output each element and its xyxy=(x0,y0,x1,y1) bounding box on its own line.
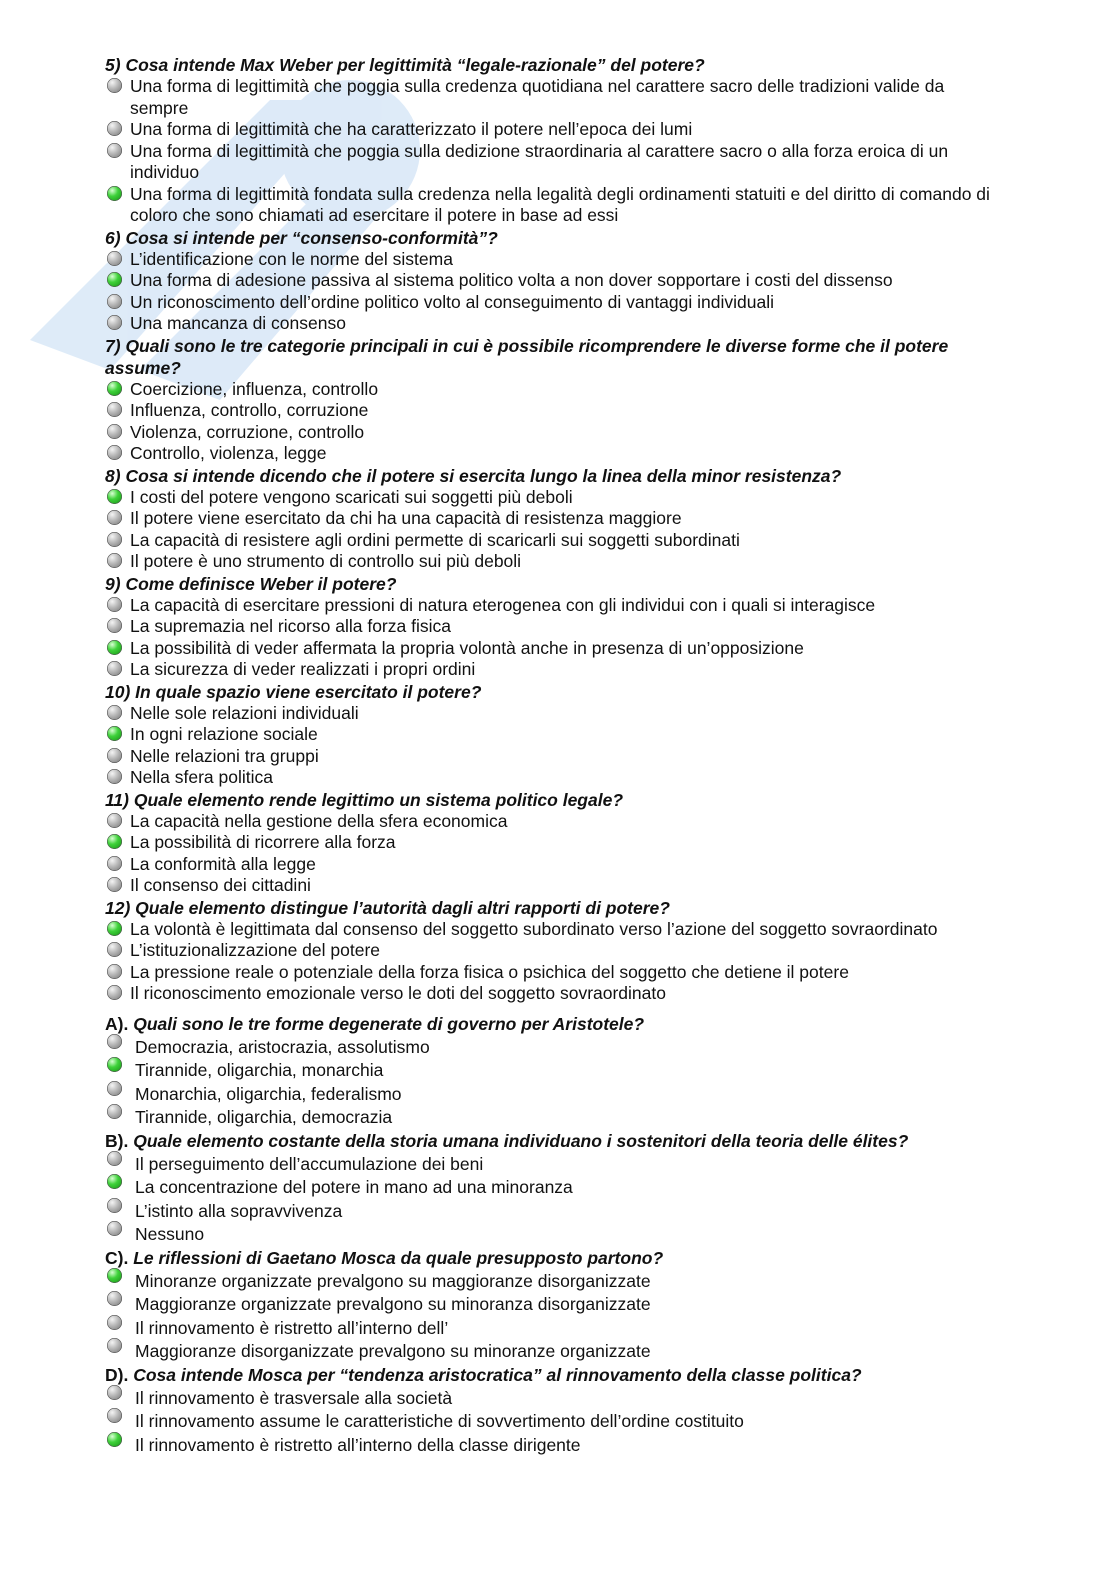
question-label: Le riflessioni di Gaetano Mosca da quale presupposto partono? xyxy=(133,1247,664,1268)
question-text xyxy=(105,335,1005,379)
green-radio-icon[interactable] xyxy=(107,489,122,504)
answer-option[interactable] xyxy=(105,530,1005,552)
answer-option[interactable] xyxy=(105,1200,1005,1223)
grey-radio-icon[interactable] xyxy=(107,251,122,266)
answer-text: L’identificazione con le norme del sistema xyxy=(130,248,453,269)
grey-radio-icon[interactable] xyxy=(107,532,122,547)
answer-text: Minoranze organizzate prevalgono su maggioranze disorganizzate xyxy=(135,1270,651,1291)
answer-option[interactable] xyxy=(105,400,1005,422)
question-label: Quali sono le tre forme degenerate di governo per Aristotele? xyxy=(133,1013,645,1034)
answer-option[interactable] xyxy=(105,1083,1005,1106)
answer-text: La pressione reale o potenziale della forza fisica o psichica del soggetto che detiene il potere xyxy=(130,961,849,982)
answer-text: Violenza, corruzione, controllo xyxy=(130,421,365,442)
answer-text: Tirannide, oligarchia, monarchia xyxy=(135,1060,384,1081)
answer-text: Tirannide, oligarchia, democrazia xyxy=(135,1107,393,1128)
answer-text: La capacità di esercitare pressioni di natura eterogenea con gli individui con i quali si interagisce xyxy=(130,594,876,615)
answer-option[interactable] xyxy=(105,1410,1005,1433)
answer-text: Una forma di legittimità che poggia sulla dedizione straordinaria al carattere sacro o alla forza eroica di un individuo xyxy=(130,140,949,182)
question-text xyxy=(105,227,1005,249)
grey-radio-icon[interactable] xyxy=(107,1291,122,1306)
answer-option[interactable] xyxy=(105,487,1005,509)
green-radio-icon[interactable] xyxy=(107,1268,122,1283)
answer-text: L’istituzionalizzazione del potere xyxy=(130,940,381,960)
answer-option[interactable] xyxy=(105,1434,1005,1457)
grey-radio-icon[interactable] xyxy=(107,985,122,1000)
answer-text: Coercizione, influenza, controllo xyxy=(130,378,379,399)
answer-text: Nelle relazioni tra gruppi xyxy=(130,745,319,766)
answer-option[interactable] xyxy=(105,767,1005,789)
answer-text: Il potere viene esercitato da chi ha una capacità di resistenza maggiore xyxy=(130,508,682,528)
answer-option[interactable] xyxy=(105,1059,1005,1082)
answer-text: L’istinto alla sopravvivenza xyxy=(135,1200,343,1221)
question-label: Quali sono le tre categorie principali in cui è possibile ricomprendere le diverse forme che il potere assume? xyxy=(105,335,949,378)
answer-option[interactable] xyxy=(105,551,1005,573)
answer-option[interactable] xyxy=(105,616,1005,638)
answer-option[interactable] xyxy=(105,919,1005,941)
quiz-page xyxy=(105,54,1005,1457)
answer-text: Una forma di legittimità che poggia sulla credenza quotidiana nel carattere sacro delle tradizioni valide da sempre xyxy=(130,76,945,118)
grey-radio-icon[interactable] xyxy=(107,1198,122,1213)
answer-text: La volontà è legittimata dal consenso del soggetto subordinato verso l’azione del soggetto sovraordinato xyxy=(130,918,938,939)
answer-option[interactable] xyxy=(105,1340,1005,1363)
grey-radio-icon[interactable] xyxy=(107,942,122,957)
grey-radio-icon[interactable] xyxy=(107,618,122,633)
answer-text: Una forma di legittimità che ha caratterizzato il potere nell’epoca dei lumi xyxy=(130,119,693,139)
grey-radio-icon[interactable] xyxy=(107,1385,122,1400)
grey-radio-icon[interactable] xyxy=(107,877,122,892)
answer-text: Nella sfera politica xyxy=(130,767,273,787)
answer-option[interactable] xyxy=(105,854,1005,876)
grey-radio-icon[interactable] xyxy=(107,705,122,720)
grey-radio-icon[interactable] xyxy=(107,553,122,568)
grey-radio-icon[interactable] xyxy=(107,445,122,460)
answer-option[interactable] xyxy=(105,443,1005,465)
question-text xyxy=(105,1013,1005,1036)
question-number: 8) xyxy=(105,465,121,486)
answer-option[interactable] xyxy=(105,1106,1005,1129)
answer-text: Un riconoscimento dell’ordine politico volto al conseguimento di vantaggi individuali xyxy=(130,291,774,312)
green-radio-icon[interactable] xyxy=(107,272,122,287)
question-number: C). xyxy=(105,1247,129,1268)
question-label: Quale elemento distingue l’autorità dagli altri rapporti di potere? xyxy=(135,897,670,918)
grey-radio-icon[interactable] xyxy=(107,813,122,828)
answer-text: Il rinnovamento assume le caratteristiche di sovvertimento dell’ordine costituito xyxy=(135,1411,744,1432)
answer-option[interactable] xyxy=(105,746,1005,768)
question-text xyxy=(105,1364,1005,1387)
grey-radio-icon[interactable] xyxy=(107,1034,122,1049)
answer-option[interactable] xyxy=(105,313,1005,335)
grey-radio-icon[interactable] xyxy=(107,424,122,439)
answer-option[interactable] xyxy=(105,1036,1005,1059)
grey-radio-icon[interactable] xyxy=(107,964,122,979)
question-label: Cosa intende Mosca per “tendenza aristocratica” al rinnovamento della classe politica? xyxy=(133,1364,862,1385)
answer-text: Democrazia, aristocrazia, assolutismo xyxy=(135,1036,430,1057)
grey-radio-icon[interactable] xyxy=(107,1338,122,1353)
answer-option[interactable] xyxy=(105,1317,1005,1340)
question-number: D). xyxy=(105,1364,129,1385)
answer-option[interactable] xyxy=(105,940,1005,962)
grey-radio-icon[interactable] xyxy=(107,510,122,525)
grey-radio-icon[interactable] xyxy=(107,661,122,676)
grey-radio-icon[interactable] xyxy=(107,769,122,784)
answer-option[interactable] xyxy=(105,249,1005,271)
answer-text: La possibilità di veder affermata la propria volontà anche in presenza di un’opposizione xyxy=(130,637,804,658)
green-radio-icon[interactable] xyxy=(107,1432,122,1447)
answer-text: Maggioranze disorganizzate prevalgono su minoranze organizzate xyxy=(135,1341,651,1362)
answer-text: Il perseguimento dell’accumulazione dei beni xyxy=(135,1153,484,1174)
grey-radio-icon[interactable] xyxy=(107,121,122,136)
answer-text: Il rinnovamento è trasversale alla società xyxy=(135,1388,453,1408)
answer-text: Una mancanza di consenso xyxy=(130,313,346,333)
answer-option[interactable] xyxy=(105,595,1005,617)
question-number: 10) xyxy=(105,681,131,702)
answer-text: Maggioranze organizzate prevalgono su minoranza disorganizzate xyxy=(135,1294,651,1315)
answer-text: Una forma di legittimità fondata sulla credenza nella legalità degli ordinamenti statuiti e del diritto di comando di coloro che sono chiamati ad esercitare il potere in base ad essi xyxy=(130,183,990,225)
question-label: Come definisce Weber il potere? xyxy=(125,573,397,594)
lettered-questions xyxy=(105,1013,1005,1458)
question-number: 9) xyxy=(105,573,121,594)
question-text xyxy=(105,1130,1005,1153)
numbered-questions xyxy=(105,54,1005,1005)
answer-option[interactable] xyxy=(105,379,1005,401)
answer-option[interactable] xyxy=(105,1270,1005,1293)
answer-text: Influenza, controllo, corruzione xyxy=(130,400,369,420)
question-text xyxy=(105,897,1005,919)
answer-option[interactable] xyxy=(105,1387,1005,1410)
grey-radio-icon[interactable] xyxy=(107,856,122,871)
answer-text: I costi del potere vengono scaricati sui soggetti più deboli xyxy=(130,486,573,507)
question-number: 12) xyxy=(105,897,131,918)
answer-text: La possibilità di ricorrere alla forza xyxy=(130,832,396,852)
grey-radio-icon[interactable] xyxy=(107,1081,122,1096)
question-text xyxy=(105,1247,1005,1270)
answer-text: La capacità nella gestione della sfera economica xyxy=(130,810,508,831)
answer-option[interactable] xyxy=(105,1293,1005,1316)
green-radio-icon[interactable] xyxy=(107,834,122,849)
answer-option[interactable] xyxy=(105,422,1005,444)
answer-text: Il rinnovamento è ristretto all’interno della classe dirigente xyxy=(135,1434,581,1455)
answer-text: Il consenso dei cittadini xyxy=(130,875,311,895)
answer-option[interactable] xyxy=(105,76,1005,119)
answer-text: Il potere è uno strumento di controllo sui più deboli xyxy=(130,551,522,571)
answer-text: Nelle sole relazioni individuali xyxy=(130,702,359,723)
question-number: 11) xyxy=(105,789,129,810)
answer-option[interactable] xyxy=(105,1176,1005,1199)
answer-option[interactable] xyxy=(105,875,1005,897)
answer-option[interactable] xyxy=(105,141,1005,184)
question-number: A). xyxy=(105,1013,129,1034)
green-radio-icon[interactable] xyxy=(107,640,122,655)
grey-radio-icon[interactable] xyxy=(107,1151,122,1166)
green-radio-icon[interactable] xyxy=(107,186,122,201)
answer-text: La conformità alla legge xyxy=(130,853,316,874)
answer-text: Monarchia, oligarchia, federalismo xyxy=(135,1083,402,1104)
answer-option[interactable] xyxy=(105,292,1005,314)
answer-option[interactable] xyxy=(105,1223,1005,1246)
answer-text: Il rinnovamento è ristretto all’interno dell’ xyxy=(135,1317,449,1338)
answer-text: La concentrazione del potere in mano ad una minoranza xyxy=(135,1177,573,1198)
question-number: 6) xyxy=(105,227,121,248)
green-radio-icon[interactable] xyxy=(107,1057,122,1072)
question-text xyxy=(105,465,1005,487)
answer-option[interactable] xyxy=(105,270,1005,292)
question-label: Quale elemento costante della storia umana individuano i sostenitori della teoria delle élites? xyxy=(133,1130,909,1151)
answer-text: Nessuno xyxy=(135,1224,205,1245)
grey-radio-icon[interactable] xyxy=(107,1221,122,1236)
question-text xyxy=(105,789,1005,811)
grey-radio-icon[interactable] xyxy=(107,315,122,330)
question-label: In quale spazio viene esercitato il potere? xyxy=(135,681,482,702)
question-number: 7) xyxy=(105,335,121,356)
grey-radio-icon[interactable] xyxy=(107,294,122,309)
answer-text: La capacità di resistere agli ordini permette di scaricarli sui soggetti subordinati xyxy=(130,529,740,550)
green-radio-icon[interactable] xyxy=(107,921,122,936)
grey-radio-icon[interactable] xyxy=(107,1104,122,1119)
grey-radio-icon[interactable] xyxy=(107,143,122,158)
grey-radio-icon[interactable] xyxy=(107,1315,122,1330)
answer-text: In ogni relazione sociale xyxy=(130,724,318,744)
answer-option[interactable] xyxy=(105,508,1005,530)
answer-option[interactable] xyxy=(105,184,1005,227)
answer-text: Una forma di adesione passiva al sistema politico volta a non dover sopportare i costi del dissenso xyxy=(130,270,893,290)
green-radio-icon[interactable] xyxy=(107,726,122,741)
question-label: Cosa intende Max Weber per legittimità “legale-razionale” del potere? xyxy=(125,55,705,75)
answer-option[interactable] xyxy=(105,1153,1005,1176)
answer-text: La sicurezza di veder realizzati i propri ordini xyxy=(130,659,476,679)
question-text xyxy=(105,54,1005,76)
question-text xyxy=(105,573,1005,595)
answer-option[interactable] xyxy=(105,811,1005,833)
answer-option[interactable] xyxy=(105,703,1005,725)
answer-option[interactable] xyxy=(105,119,1005,141)
answer-option[interactable] xyxy=(105,724,1005,746)
answer-option[interactable] xyxy=(105,659,1005,681)
answer-text: Controllo, violenza, legge xyxy=(130,443,327,463)
green-radio-icon[interactable] xyxy=(107,1174,122,1189)
question-text xyxy=(105,681,1005,703)
answer-option[interactable] xyxy=(105,983,1005,1005)
answer-text: La supremazia nel ricorso alla forza fisica xyxy=(130,616,451,636)
answer-option[interactable] xyxy=(105,832,1005,854)
question-number: 5) xyxy=(105,55,121,75)
green-radio-icon[interactable] xyxy=(107,381,122,396)
question-label: Cosa si intende dicendo che il potere si esercita lungo la linea della minor resistenza? xyxy=(125,465,842,486)
grey-radio-icon[interactable] xyxy=(107,1408,122,1423)
answer-option[interactable] xyxy=(105,638,1005,660)
grey-radio-icon[interactable] xyxy=(107,597,122,612)
question-label: Cosa si intende per “consenso-conformità”? xyxy=(125,227,498,248)
answer-option[interactable] xyxy=(105,962,1005,984)
grey-radio-icon[interactable] xyxy=(107,78,122,93)
grey-radio-icon[interactable] xyxy=(107,748,122,763)
grey-radio-icon[interactable] xyxy=(107,402,122,417)
question-number: B). xyxy=(105,1130,129,1151)
question-label: Quale elemento rende legittimo un sistema politico legale? xyxy=(133,789,624,810)
answer-text: Il riconoscimento emozionale verso le doti del soggetto sovraordinato xyxy=(130,983,666,1003)
